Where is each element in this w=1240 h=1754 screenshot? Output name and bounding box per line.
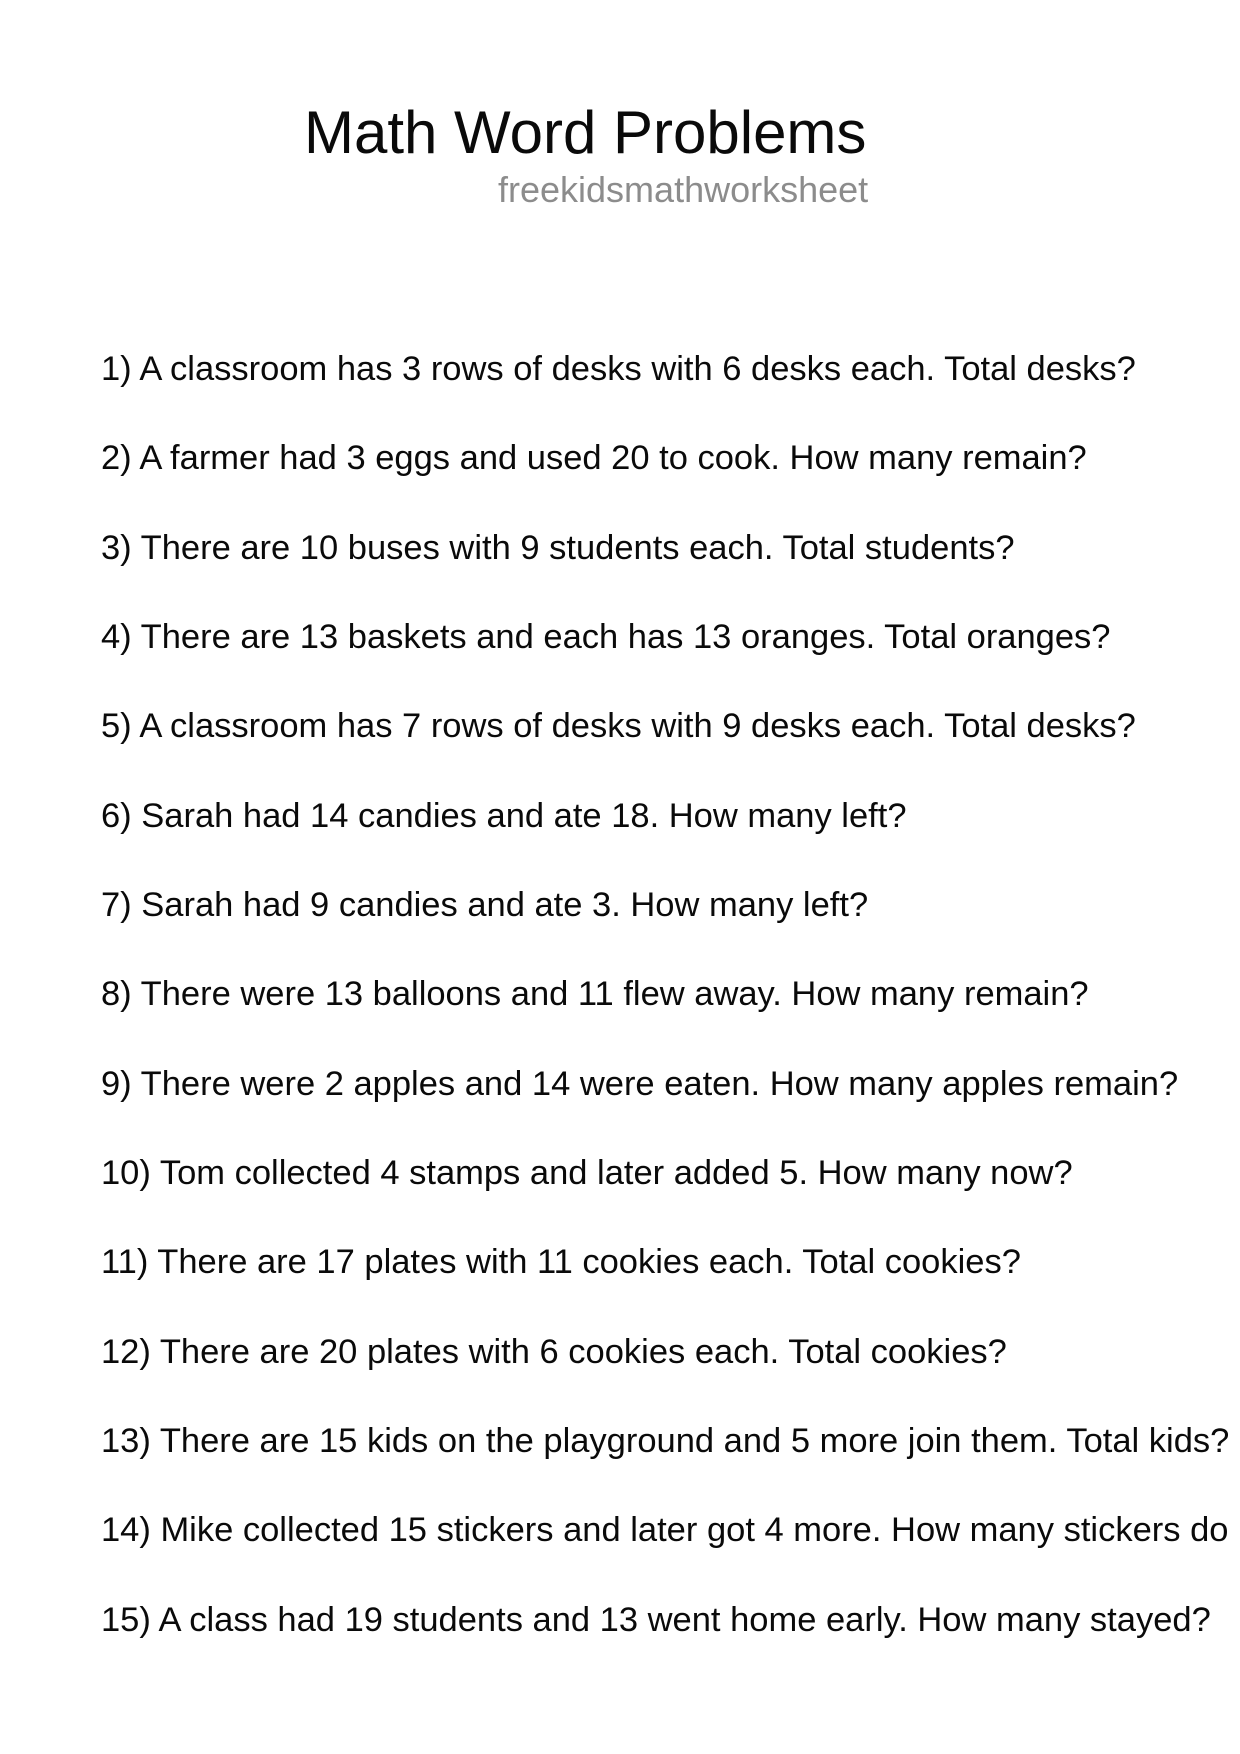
problem-item-14: 14) Mike collected 15 stickers and later got 4 more. How many stickers do — [101, 1511, 1229, 1550]
problem-item-15: 15) A class had 19 students and 13 went home early. How many stayed? — [101, 1600, 1211, 1639]
problem-list — [101, 325, 1240, 1665]
problem-item-4: 4) There are 13 baskets and each has 13 oranges. Total oranges? — [101, 618, 1111, 657]
problem-item-5: 5) A classroom has 7 rows of desks with 9 desks each. Total desks? — [101, 707, 1136, 746]
problem-item-6: 6) Sarah had 14 candies and ate 18. How many left? — [101, 796, 907, 835]
problem-item-8: 8) There were 13 balloons and 11 flew away. How many remain? — [101, 975, 1089, 1014]
problem-item-13: 13) There are 15 kids on the playground and 5 more join them. Total kids? — [101, 1422, 1230, 1461]
problem-item-10: 10) Tom collected 4 stamps and later added 5. How many now? — [101, 1154, 1073, 1193]
problem-item-11: 11) There are 17 plates with 11 cookies each. Total cookies? — [101, 1243, 1021, 1282]
page-title: Math Word Problems — [304, 99, 867, 166]
problem-item-12: 12) There are 20 plates with 6 cookies each. Total cookies? — [101, 1332, 1007, 1371]
problem-item-9: 9) There were 2 apples and 14 were eaten. How many apples remain? — [101, 1064, 1179, 1103]
problem-item-2: 2) A farmer had 3 eggs and used 20 to cook. How many remain? — [101, 439, 1087, 478]
problem-item-7: 7) Sarah had 9 candies and ate 3. How many left? — [101, 886, 869, 925]
problem-item-1: 1) A classroom has 3 rows of desks with 6 desks each. Total desks? — [101, 350, 1136, 388]
page-subtitle: freekidsmathworksheet — [498, 169, 869, 210]
problem-item-3: 3) There are 10 buses with 9 students each. Total students? — [101, 528, 1015, 567]
